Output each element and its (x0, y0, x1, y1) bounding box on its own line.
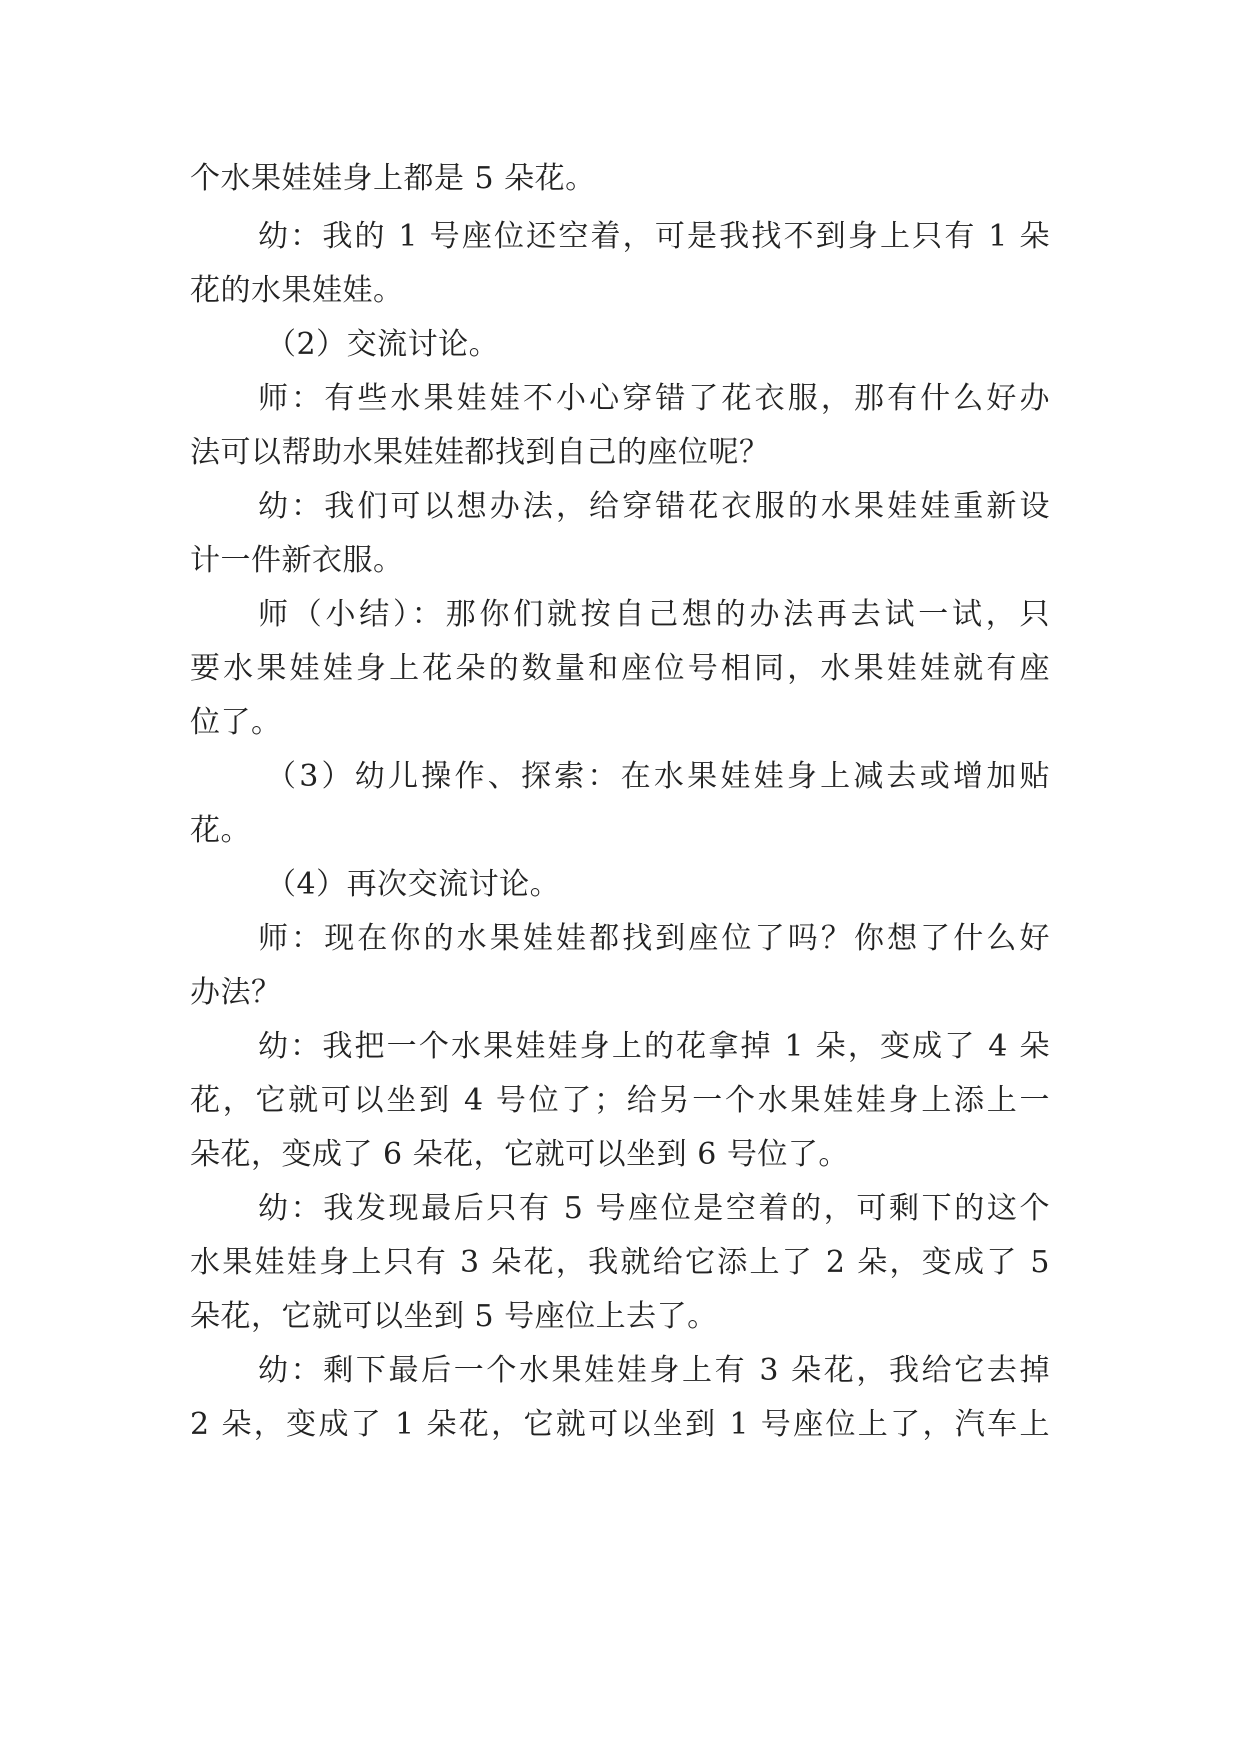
text-line-19: 朵花，变成了 6 朵花，它就可以坐到 6 号位了。 (190, 1137, 849, 1172)
text-line-24: 2 朵，变成了 1 朵花，它就可以坐到 1 号座位上了，汽车上 (190, 1407, 1050, 1442)
text-line-12: （3）幼儿操作、探索：在水果娃娃身上减去或增加贴 (266, 759, 1050, 794)
text-line-13: 花。 (190, 813, 251, 848)
text-line-17: 幼：我把一个水果娃娃身上的花拿掉 1 朵，变成了 4 朵 (258, 1029, 1050, 1064)
text-line-15: 师：现在你的水果娃娃都找到座位了吗？你想了什么好 (258, 921, 1050, 956)
text-line-21: 水果娃娃身上只有 3 朵花，我就给它添上了 2 朵，变成了 5 (190, 1245, 1050, 1280)
text-line-18: 花，它就可以坐到 4 号位了；给另一个水果娃娃身上添上一 (190, 1083, 1050, 1118)
text-line-10: 要水果娃娃身上花朵的数量和座位号相同，水果娃娃就有座 (190, 651, 1050, 686)
text-line-6: 法可以帮助水果娃娃都找到自己的座位呢？ (190, 435, 770, 470)
text-line-11: 位了。 (190, 705, 282, 740)
text-line-20: 幼：我发现最后只有 5 号座位是空着的，可剩下的这个 (258, 1191, 1050, 1226)
text-line-8: 计一件新衣服。 (190, 543, 404, 578)
text-line-1: 个水果娃娃身上都是 5 朵花。 (190, 161, 596, 196)
text-line-23: 幼：剩下最后一个水果娃娃身上有 3 朵花，我给它去掉 (258, 1353, 1050, 1388)
text-line-4: （2）交流讨论。 (266, 327, 500, 362)
text-line-5: 师：有些水果娃娃不小心穿错了花衣服，那有什么好办 (258, 381, 1050, 416)
text-line-22: 朵花，它就可以坐到 5 号座位上去了。 (190, 1299, 718, 1334)
text-line-14: （4）再次交流讨论。 (266, 867, 561, 902)
text-line-9: 师（小结）：那你们就按自己想的办法再去试一试，只 (258, 597, 1050, 632)
text-line-2: 幼：我的 1 号座位还空着，可是我找不到身上只有 1 朵 (258, 219, 1050, 254)
text-line-7: 幼：我们可以想办法，给穿错花衣服的水果娃娃重新设 (258, 489, 1050, 524)
text-line-3: 花的水果娃娃。 (190, 273, 404, 308)
text-line-16: 办法？ (190, 975, 282, 1010)
